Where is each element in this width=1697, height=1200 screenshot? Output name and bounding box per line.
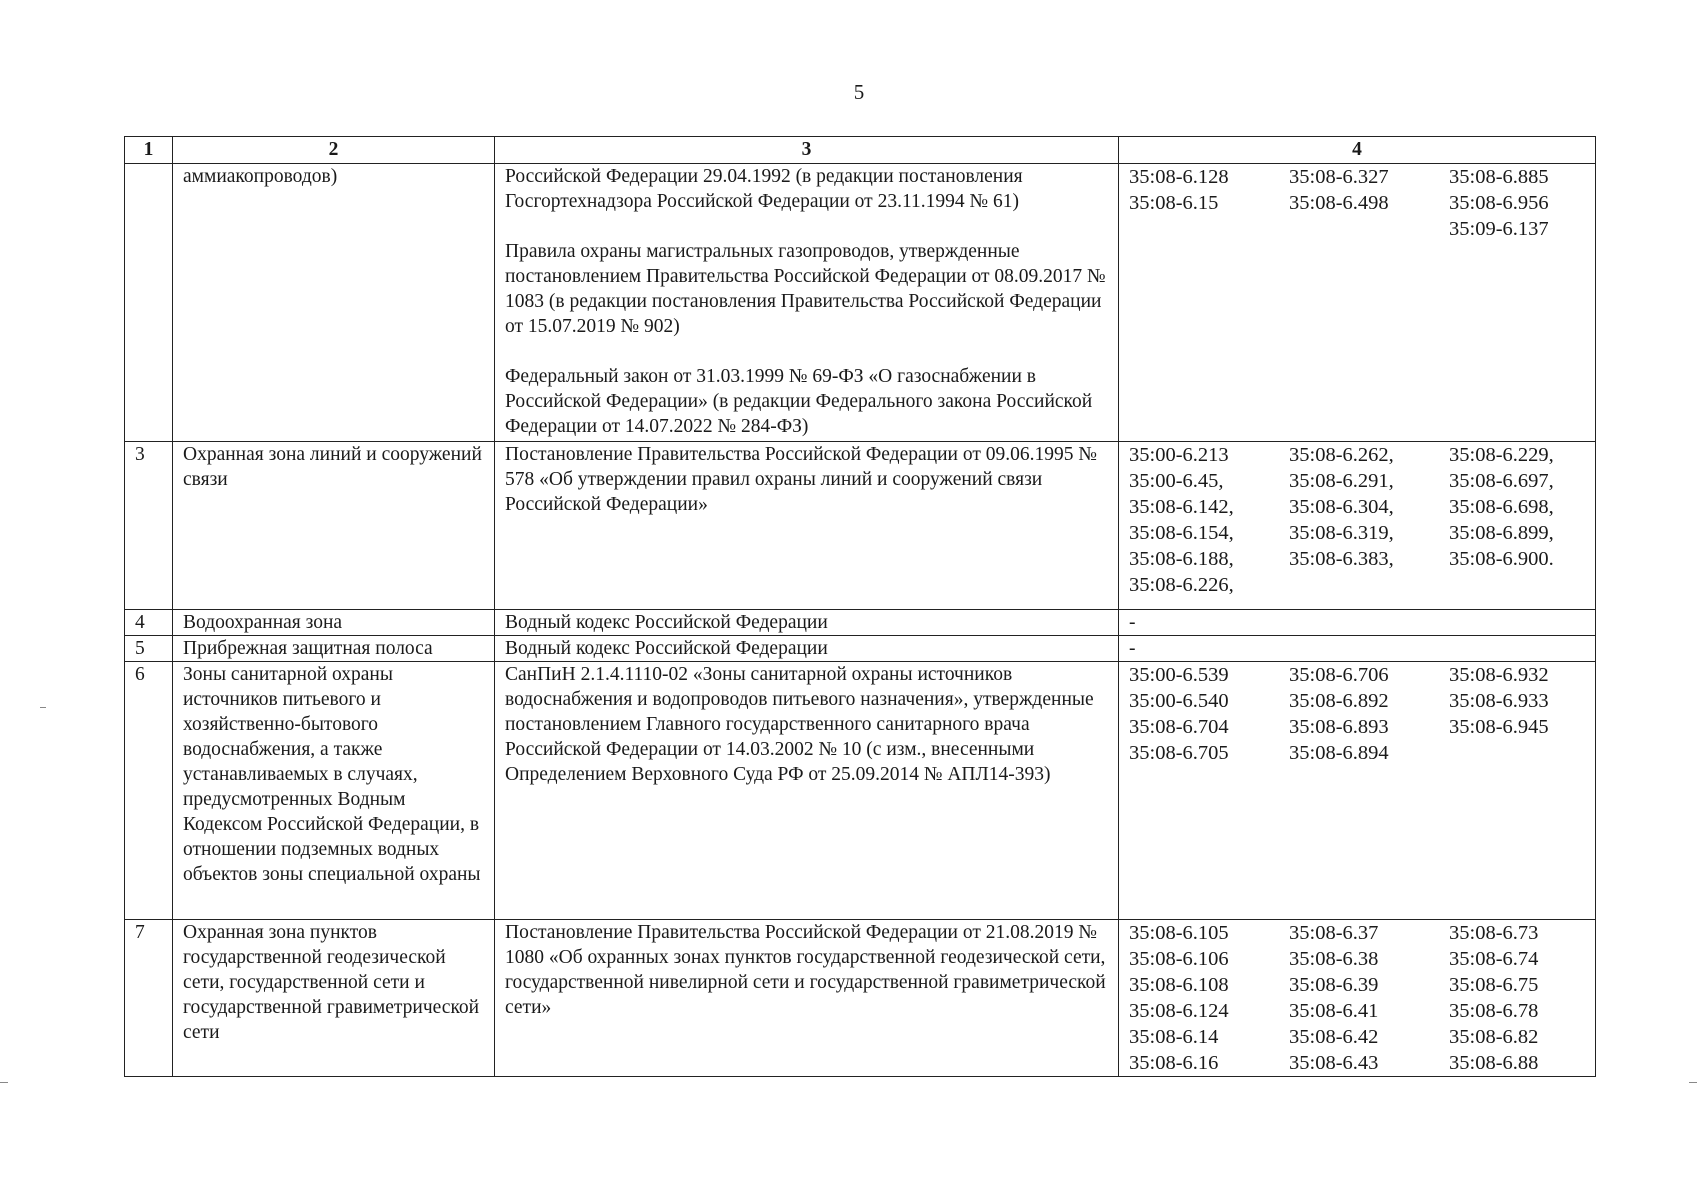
regulatory-documents [495,610,1119,636]
table-body [125,164,1596,1077]
registry-code: 35:08-6.154, [1129,522,1234,544]
codes-column [1449,920,1609,1076]
registry-code: 35:00-6.539 [1129,664,1229,686]
table-row [125,610,1596,636]
registry-code: 35:08-6.188, [1129,548,1234,570]
document-paragraph: Российской Федерации 29.04.1992 (в редакции постановления Госгортехнадзора Российской Федерации от 23.11.1994 № 61) [505,166,1023,212]
codes-column [1129,662,1289,766]
registry-code: 35:00-6.213 [1129,444,1229,466]
registry-code: 35:08-6.73 [1449,922,1539,944]
document-paragraph: Водный кодекс Российской Федерации [505,612,828,633]
registry-code: 35:08-6.41 [1289,1000,1379,1022]
registry-code: 35:08-6.705 [1129,742,1229,764]
registry-code: 35:08-6.704 [1129,716,1229,738]
registry-code: 35:08-6.498 [1289,192,1389,214]
header-col-3: 3 [495,137,1119,164]
table-row [125,920,1596,1077]
zone-name: Прибрежная защитная полоса [173,636,495,662]
registry-code: 35:08-6.893 [1289,716,1389,738]
registry-code: 35:08-6.304, [1289,496,1394,518]
codes-column [1129,920,1289,1076]
row-number: 5 [125,636,173,662]
registry-code: 35:08-6.894 [1289,742,1389,764]
codes-column [1289,442,1449,598]
registry-code: 35:08-6.105 [1129,922,1229,944]
row-number [125,164,173,442]
page-number: 5 [853,80,865,104]
registry-code: 35:08-6.37 [1289,922,1379,944]
regulatory-documents [495,442,1119,610]
registry-code: 35:08-6.956 [1449,192,1549,214]
codes-columns [1129,164,1585,242]
document-paragraph: Водный кодекс Российской Федерации [505,638,828,659]
table-row [125,164,1596,442]
table-row [125,636,1596,662]
regulatory-documents [495,662,1119,920]
row-number: 7 [125,920,173,1077]
document-paragraph: Постановление Правительства Российской Федерации от 09.06.1995 № 578 «Об утверждении правил охраны линий и сооружений связи Российской Федерации» [505,444,1097,515]
zones-table [124,136,1596,1077]
table-row [125,662,1596,920]
registry-code: 35:08-6.698, [1449,496,1554,518]
registry-code: 35:08-6.75 [1449,974,1539,996]
header-col-2: 2 [173,137,495,164]
registry-code: 35:08-6.383, [1289,548,1394,570]
scan-mark [0,1082,8,1083]
registry-code: 35:00-6.45, [1129,470,1224,492]
registry-codes [1119,442,1596,610]
registry-code: 35:08-6.933 [1449,690,1549,712]
registry-code: 35:08-6.327 [1289,166,1389,188]
row-number: 6 [125,662,173,920]
registry-code: 35:08-6.892 [1289,690,1389,712]
registry-code: 35:08-6.124 [1129,1000,1229,1022]
registry-codes [1119,636,1596,662]
codes-column [1449,164,1609,242]
codes-columns [1129,442,1585,598]
regulatory-documents [495,164,1119,442]
registry-code: 35:08-6.82 [1449,1026,1539,1048]
registry-code: 35:08-6.706 [1289,664,1389,686]
codes-columns [1129,920,1585,1076]
codes-column [1289,920,1449,1076]
registry-code: 35:08-6.108 [1129,974,1229,996]
registry-code: 35:08-6.932 [1449,664,1549,686]
document-paragraph: Постановление Правительства Российской Федерации от 21.08.2019 № 1080 «Об охранных зонах пунктов государственной геодезической сети, государственной нивелирной сети и государственной гравиметрической сети» [505,922,1106,1018]
registry-code: 35:08-6.42 [1289,1026,1379,1048]
registry-code: 35:08-6.74 [1449,948,1539,970]
codes-column [1129,442,1289,598]
codes-dash: - [1129,612,1136,633]
codes-column [1129,164,1289,242]
header-col-4: 4 [1119,137,1596,164]
zone-name: аммиакопроводов) [173,164,495,442]
registry-code: 35:08-6.106 [1129,948,1229,970]
registry-code: 35:08-6.39 [1289,974,1379,996]
registry-codes [1119,610,1596,636]
registry-code: 35:08-6.88 [1449,1052,1539,1074]
registry-code: 35:09-6.137 [1449,218,1549,240]
row-number: 4 [125,610,173,636]
document-paragraph: Федеральный закон от 31.03.1999 № 69-ФЗ «О газоснабжении в Российской Федерации» (в редакции Федерального закона Российской Федерации от 14.07.2022 № 284-ФЗ) [505,366,1093,437]
registry-code: 35:08-6.142, [1129,496,1234,518]
registry-code: 35:08-6.900. [1449,548,1554,570]
registry-codes [1119,164,1596,442]
row-number: 3 [125,442,173,610]
registry-code: 35:08-6.128 [1129,166,1229,188]
registry-code: 35:08-6.945 [1449,716,1549,738]
table-row [125,442,1596,610]
codes-column [1449,662,1609,766]
registry-code: 35:08-6.697, [1449,470,1554,492]
table-header-row [125,137,1596,164]
registry-code: 35:08-6.43 [1289,1052,1379,1074]
codes-columns [1129,662,1585,766]
zone-name: Охранная зона линий и сооружений связи [173,442,495,610]
registry-codes [1119,920,1596,1077]
registry-code: 35:08-6.885 [1449,166,1549,188]
registry-code: 35:08-6.16 [1129,1052,1219,1074]
registry-code: 35:08-6.14 [1129,1026,1219,1048]
codes-column [1289,662,1449,766]
codes-column [1449,442,1609,598]
registry-code: 35:08-6.15 [1129,192,1219,214]
document-paragraph: СанПиН 2.1.4.1110-02 «Зоны санитарной охраны источников водоснабжения и водопроводов питьевого назначения», утвержденные постановлением Главного государственного санитарного врача Российской Федерации от 14.03.2002 № 10 (с изм., внесенными Определением Верховного Суда РФ от 25.09.2014 № АПЛ14-393) [505,664,1094,785]
registry-code: 35:08-6.226, [1129,574,1234,596]
registry-code: 35:08-6.899, [1449,522,1554,544]
codes-column [1289,164,1449,242]
registry-code: 35:08-6.319, [1289,522,1394,544]
zone-name: Охранная зона пунктов государственной геодезической сети, государственной сети и государственной гравиметрической сети [173,920,495,1077]
registry-code: 35:08-6.229, [1449,444,1554,466]
regulatory-documents [495,920,1119,1077]
codes-dash: - [1129,638,1136,659]
header-col-1: 1 [125,137,173,164]
registry-code: 35:08-6.262, [1289,444,1394,466]
registry-code: 35:08-6.291, [1289,470,1394,492]
scan-mark [40,707,46,708]
registry-codes [1119,662,1596,920]
scan-mark [1689,1082,1697,1083]
zone-name: Зоны санитарной охраны источников питьевого и хозяйственно-бытового водоснабжения, а также устанавливаемых в случаях, предусмотренных Водным Кодексом Российской Федерации, в отношении подземных водных объектов зоны специальной охраны [173,662,495,920]
registry-code: 35:08-6.78 [1449,1000,1539,1022]
regulatory-documents [495,636,1119,662]
document-paragraph: Правила охраны магистральных газопроводов, утвержденные постановлением Правительства Российской Федерации от 08.09.2017 № 1083 (в редакции постановления Правительства Российской Федерации от 15.07.2019 № 902) [505,241,1106,337]
registry-code: 35:00-6.540 [1129,690,1229,712]
registry-code: 35:08-6.38 [1289,948,1379,970]
zone-name: Водоохранная зона [173,610,495,636]
